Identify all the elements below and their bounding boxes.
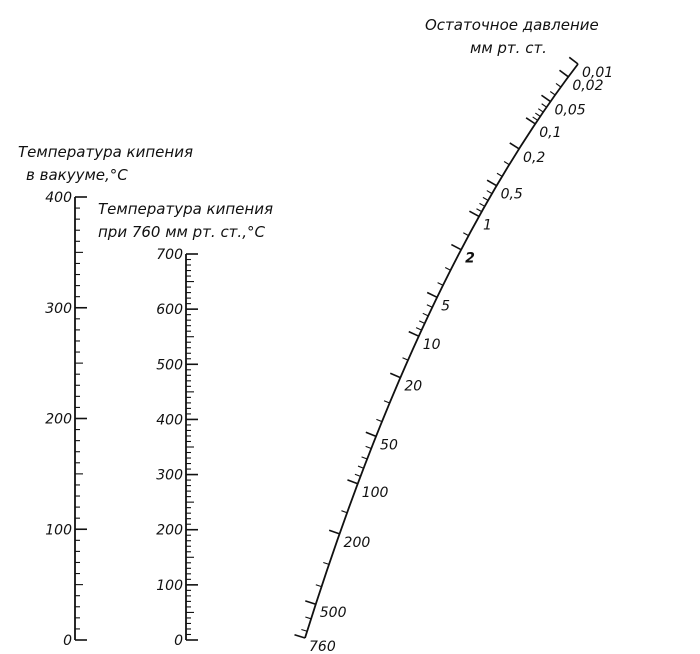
pressure-major-tick	[487, 180, 496, 186]
pressure-tick-label: 5	[441, 298, 451, 315]
pressure-minor-tick	[487, 191, 492, 194]
pressure-major-tick	[559, 70, 568, 77]
pressure-major-tick	[305, 601, 315, 604]
pressure-minor-tick	[323, 562, 329, 564]
pressure-minor-tick	[542, 104, 547, 107]
pressure-tick-label: 0,5	[500, 186, 523, 203]
pressure-minor-tick	[483, 197, 488, 200]
pressure-minor-tick	[556, 83, 561, 87]
residual-pressure-scale	[295, 57, 614, 654]
pressure-minor-tick	[305, 617, 311, 619]
pressure-tick-label: 100	[361, 484, 389, 501]
pressure-major-tick	[329, 530, 339, 534]
pressure-major-tick	[409, 332, 419, 337]
vacuum-tick-label: 400	[45, 190, 72, 206]
pressure-minor-tick	[535, 113, 540, 116]
atm-tick-label: 600	[156, 302, 183, 319]
pressure-minor-tick	[362, 457, 368, 459]
atm-tick-label: 500	[156, 357, 183, 374]
pressure-minor-tick	[463, 233, 468, 236]
pressure-minor-tick	[550, 92, 555, 95]
pressure-minor-tick	[301, 629, 307, 631]
pressure-minor-tick	[476, 209, 481, 212]
pressure-major-tick	[526, 118, 535, 124]
pressure-major-tick	[427, 292, 437, 297]
atm-tick-label: 300	[156, 467, 183, 484]
pressure-minor-tick	[497, 173, 502, 176]
pressure-major-tick	[347, 480, 357, 484]
pressure-tick-label: 0,02	[572, 77, 604, 94]
atm-tick-label: 400	[156, 412, 183, 429]
pressure-minor-tick	[384, 401, 390, 403]
atm-tick-label: 700	[156, 247, 183, 263]
pressure-minor-tick	[355, 474, 361, 476]
pressure-minor-tick	[366, 446, 372, 448]
pressure-minor-tick	[504, 162, 509, 165]
pressure-major-tick	[541, 95, 550, 101]
atm-tick-label: 100	[156, 577, 183, 594]
pressure-tick-label: 50	[380, 437, 398, 454]
pressure-major-tick	[469, 211, 479, 216]
vacuum-temperature-scale	[45, 190, 87, 649]
atmospheric-temperature-scale	[156, 247, 198, 649]
pressure-axis-title-line-2: мм рт. ст.	[470, 39, 547, 57]
pressure-tick-label: 20	[404, 378, 423, 395]
pressure-major-tick	[366, 432, 376, 436]
pressure-tick-label: 500	[319, 605, 347, 622]
pressure-major-tick	[569, 57, 578, 64]
pressure-tick-label: 0,01	[582, 65, 614, 81]
pressure-major-tick	[451, 245, 461, 250]
atm-axis-title-line-1: Температура кипения	[98, 200, 273, 218]
pressure-tick-label: 2	[465, 250, 475, 267]
pressure-tick-label: 760	[309, 639, 336, 654]
pressure-tick-label: 0,2	[523, 149, 546, 166]
pressure-minor-tick	[423, 313, 428, 316]
pressure-minor-tick	[533, 117, 538, 120]
vacuum-tick-label: 100	[45, 522, 72, 539]
pressure-minor-tick	[376, 419, 382, 421]
pressure-axis-title-line-1: Остаточное давление	[425, 16, 599, 34]
vacuum-tick-label: 0	[63, 633, 72, 649]
pressure-minor-tick	[341, 511, 347, 513]
pressure-minor-tick	[403, 358, 408, 360]
pressure-minor-tick	[445, 268, 450, 271]
pressure-minor-tick	[438, 283, 443, 286]
pressure-major-tick	[390, 373, 400, 377]
pressure-minor-tick	[419, 321, 424, 324]
pressure-minor-tick	[358, 466, 364, 468]
atm-tick-label: 200	[156, 522, 183, 539]
vacuum-tick-label: 300	[45, 300, 72, 317]
pressure-major-tick	[295, 635, 305, 638]
pressure-minor-tick	[538, 109, 543, 112]
atm-tick-label: 0	[174, 633, 183, 649]
pressure-tick-label: 1	[483, 217, 492, 234]
pressure-minor-tick	[479, 203, 484, 206]
pressure-major-tick	[510, 143, 519, 149]
pressure-minor-tick	[416, 328, 421, 331]
pressure-tick-label: 0,1	[539, 124, 562, 141]
pressure-tick-label: 10	[422, 337, 441, 354]
atm-axis-title-line-2: при 760 мм рт. ст.,°C	[98, 223, 265, 241]
pressure-minor-tick	[316, 585, 322, 587]
pressure-tick-label: 0,05	[554, 102, 586, 119]
pressure-tick-label: 200	[343, 534, 371, 551]
vacuum-axis-title-line-1: Температура кипения	[18, 143, 193, 161]
pressure-minor-tick	[427, 305, 432, 308]
vacuum-tick-label: 200	[45, 411, 72, 428]
vacuum-axis-title-line-2: в вакууме,°C	[26, 166, 128, 184]
